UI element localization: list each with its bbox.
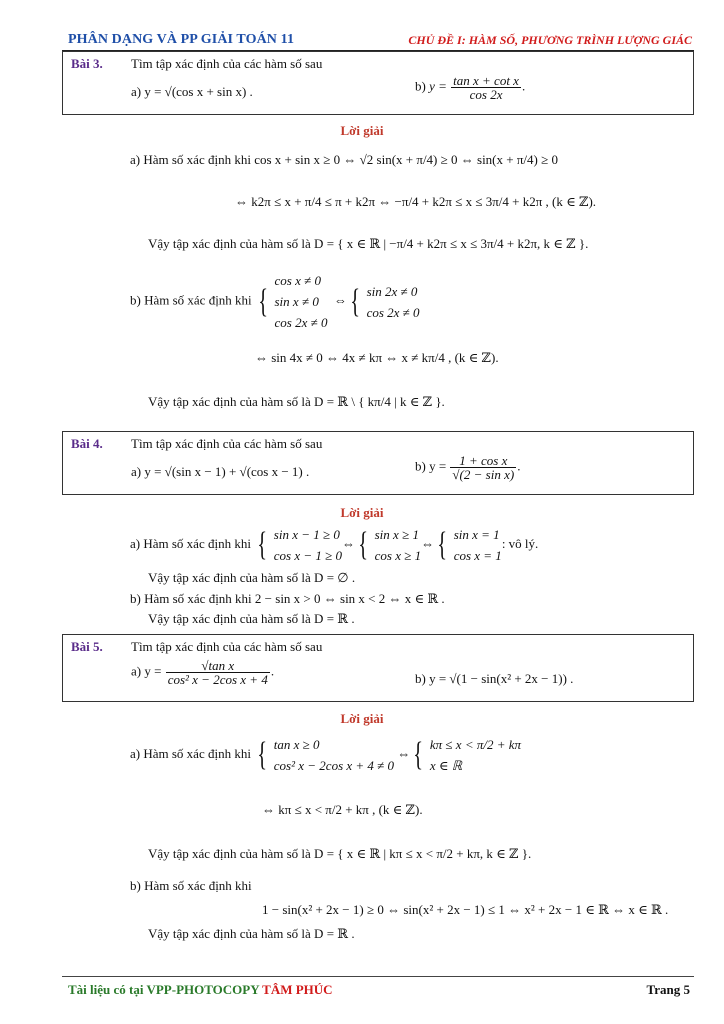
bai3-a-line1: a) Hàm số xác định khi cos x + sin x ≥ 0 ⇔ √2 sin(x + π/4) ≥ 0 ⇔ sin(x + π/4) ≥ 0	[130, 152, 558, 167]
eq: cos x = 1	[453, 548, 502, 563]
page-header	[62, 32, 692, 50]
bai5-a-conclusion: Vậy tập xác định của hàm số là D = { x ∈ ℝ | kπ ≤ x < π/2 + kπ, k ∈ ℤ }.	[148, 846, 532, 861]
exercise-label: Bài 5.	[71, 639, 103, 654]
eq: sin x ≥ 1	[374, 527, 419, 542]
system-1	[274, 524, 342, 566]
numerator: √tan x	[166, 659, 270, 673]
system-2	[367, 281, 420, 323]
exercise-box-5	[62, 634, 694, 702]
header-topic: CHỦ ĐỀ I: HÀM SỐ, PHƯƠNG TRÌNH LƯỢNG GIÁC	[408, 33, 692, 47]
eq: cos² x − 2cos x + 4 ≠ 0	[273, 758, 395, 773]
system-1	[274, 734, 394, 776]
solution-title: Lời giải	[340, 123, 384, 138]
numerator: 1 + cos x	[450, 454, 516, 468]
denominator: cos² x − 2cos x + 4	[167, 672, 268, 687]
footer-divider	[62, 976, 694, 977]
bai5-a-line2: ⇔ kπ ≤ x < π/2 + kπ , (k ∈ ℤ).	[262, 802, 423, 817]
header-title: PHÂN DẠNG VÀ PP GIẢI TOÁN 11	[68, 32, 295, 47]
bai4-a-conclusion: Vậy tập xác định của hàm số là D = ∅ .	[148, 570, 356, 585]
condition-label: a) Hàm số xác định khi	[130, 745, 251, 761]
item-a: a) y = √(sin x − 1) + √(cos x − 1) .	[131, 464, 310, 479]
bai5-b-label: b) Hàm số xác định khi	[130, 878, 252, 893]
item-a: a) y = √(cos x + sin x) .	[131, 84, 253, 99]
item-a: a) y = $\frac{\text{√tan x}}{\text{cos² x − 2cos x + 4}}$ .	[131, 658, 275, 687]
eq: sin x − 1 ≥ 0	[273, 527, 340, 542]
bai5-a-system: a) Hàm số xác định khi { tan x ≥ 0 cos² x − 2cos x + 4 ≠ 0 ⇔{ kπ ≤ x < π/2 + kπ x ∈ ℝ	[130, 734, 521, 776]
eq: x ∈ ℝ	[429, 758, 463, 773]
exercise-question: Tìm tập xác định của các hàm số sau	[131, 639, 323, 654]
bai3-b-line2: ⇔ sin 4x ≠ 0 ⇔ 4x ≠ kπ ⇔ x ≠ kπ/4 , (k ∈ ℤ).	[255, 350, 499, 365]
exercise-question: Tìm tập xác định của các hàm số sau	[131, 436, 323, 451]
exercise-label: Bài 3.	[71, 56, 103, 71]
eq: cos x − 1 ≥ 0	[273, 548, 343, 563]
item-a-label: a) y =	[131, 663, 162, 679]
bai4-b-line: b) Hàm số xác định khi 2 − sin x > 0 ⇔ sin x < 2 ⇔ x ∈ ℝ .	[130, 591, 445, 606]
eq: sin x ≠ 0	[274, 294, 319, 309]
exercise-box-3	[62, 51, 694, 115]
solution-title: Lời giải	[340, 505, 384, 520]
fraction	[166, 659, 270, 686]
eq: cos x ≠ 0	[274, 273, 321, 288]
footer-source	[68, 982, 333, 998]
bai4-a-system: a) Hàm số xác định khi { sin x − 1 ≥ 0 cos x − 1 ≥ 0⇔{ sin x ≥ 1 cos x ≥ 1⇔{ sin x = 1 cos x = 1: vô lý.	[130, 524, 538, 566]
system-2	[430, 734, 521, 776]
condition-label: b) Hàm số xác định khi	[130, 292, 252, 308]
item-b: b) y = $\frac{\text{1 + cos x}}{\text{√(2 − sin x)}}$ .	[415, 453, 521, 482]
system-2	[375, 524, 421, 566]
bai5-b-line: 1 − sin(x² + 2x − 1) ≥ 0 ⇔ sin(x² + 2x − 1) ≤ 1 ⇔ x² + 2x − 1 ∈ ℝ ⇔ x ∈ ℝ .	[262, 902, 669, 917]
footer-brand: TÂM PHÚC	[262, 982, 333, 997]
condition-label: a) Hàm số xác định khi	[130, 535, 251, 551]
eq: cos 2x ≠ 0	[366, 304, 420, 320]
item-b: b) y = $\frac{\text{tan x + cot x}}{\cos 2x}$ .	[415, 73, 526, 102]
denominator: √(2 − sin x)	[452, 467, 515, 482]
eq: kπ ≤ x < π/2 + kπ	[429, 737, 522, 752]
bai5-b-conclusion: Vậy tập xác định của hàm số là D = ℝ .	[148, 926, 355, 941]
footer-source-text: Tài liệu có tại VPP-PHOTOCOPY	[68, 982, 260, 997]
eq: sin 2x ≠ 0	[366, 283, 418, 299]
solution-title: Lời giải	[340, 711, 384, 726]
fraction	[450, 454, 516, 481]
denominator: cos 2x	[469, 87, 503, 102]
eq: tan x ≥ 0	[273, 737, 320, 752]
bai3-a-line2: ⇔ k2π ≤ x + π/4 ≤ π + k2π ⇔ −π/4 + k2π ≤ x ≤ 3π/4 + k2π , (k ∈ ℤ).	[235, 194, 597, 209]
system-3	[454, 524, 502, 566]
bai3-b-line3: Vậy tập xác định của hàm số là D = ℝ \ { kπ/4 | k ∈ ℤ }.	[148, 394, 445, 409]
numerator: tan x + cot x	[453, 73, 519, 88]
item-b-label: b)	[415, 78, 426, 94]
bai3-b-system: b) Hàm số xác định khi { cos x ≠ 0 sin x ≠ 0 cos 2x ≠ 0 ⇔{ sin 2x ≠ 0 cos 2x ≠ 0	[130, 270, 420, 333]
item-b: b) y = √(1 − sin(x² + 2x − 1)) .	[415, 671, 574, 686]
contradiction-note: : vô lý.	[501, 535, 539, 551]
eq: cos x ≥ 1	[374, 548, 422, 563]
exercise-label: Bài 4.	[71, 436, 103, 451]
bai3-a-line3: Vậy tập xác định của hàm số là D = { x ∈ ℝ | −π/4 + k2π ≤ x ≤ 3π/4 + k2π, k ∈ ℤ }.	[148, 236, 589, 251]
system-1	[275, 270, 328, 333]
bai4-b-conclusion: Vậy tập xác định của hàm số là D = ℝ .	[148, 611, 355, 626]
page-number: Trang 5	[646, 982, 690, 997]
item-b-label: b) y =	[415, 458, 447, 474]
exercise-question: Tìm tập xác định của các hàm số sau	[131, 56, 323, 71]
fraction	[451, 74, 521, 101]
exercise-box-4	[62, 431, 694, 495]
eq: sin x = 1	[453, 527, 500, 542]
eq: cos 2x ≠ 0	[274, 315, 328, 330]
